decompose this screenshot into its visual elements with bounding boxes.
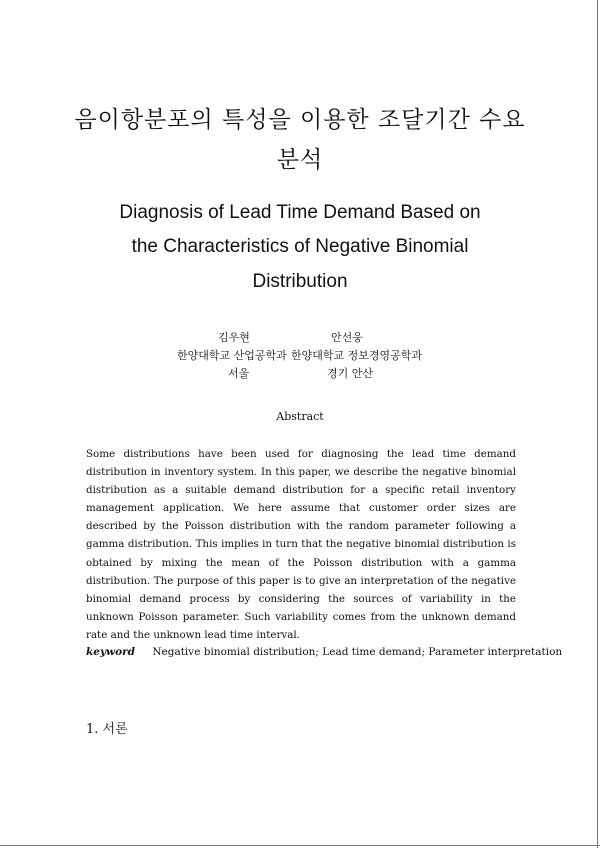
korean-title-line-1: 음이항분포의 특성을 이용한 조달기간 수요 xyxy=(74,107,526,133)
korean-title-line-2: 분석 xyxy=(276,147,324,173)
author-2-location: 경기 안산 xyxy=(327,367,374,380)
author-1-affiliation: 한양대학교 산업공학과 xyxy=(177,349,287,362)
keyword-label: keyword xyxy=(86,646,135,658)
keyword-text: Negative binomial distribution; Lead time demand; Parameter interpretation xyxy=(152,646,563,658)
page-edge-bottom xyxy=(0,845,600,846)
english-title-line-2: the Characteristics of Negative Binomial xyxy=(131,236,469,257)
section-heading: 1. 서론 xyxy=(86,722,128,737)
keyword-row xyxy=(86,646,562,658)
page-edge-right xyxy=(597,0,598,848)
author-1-name: 김우현 xyxy=(218,331,250,344)
author-2-name: 안선웅 xyxy=(331,331,363,344)
english-title-line-3: Distribution xyxy=(252,271,348,292)
abstract-heading: Abstract xyxy=(276,410,324,423)
author-1-location: 서울 xyxy=(228,367,250,380)
english-title-line-1: Diagnosis of Lead Time Demand Based on xyxy=(119,202,481,223)
abstract-body: Some distributions have been used for diagnosing the lead time demand distribution in inventory system. In this paper, we describe the negative binomial distribution as a suitable demand distribution for a specific retail inventory management application. We here assume that customer order sizes are described by the Poisson distribution with the random parameter following a gamma distribution. This implies in turn that the negative binomial distribution is obtained by mixing the mean of the Poisson distribution with a gamma distribution. The purpose of this paper is to give an interpretation of the negative binomial demand process by considering the sources of variability in the unknown Poisson parameter. Such variability comes from the unknown demand rate and the unknown lead time interval. xyxy=(86,448,516,641)
author-2-affiliation: 한양대학교 정보경영공학과 xyxy=(291,349,423,362)
